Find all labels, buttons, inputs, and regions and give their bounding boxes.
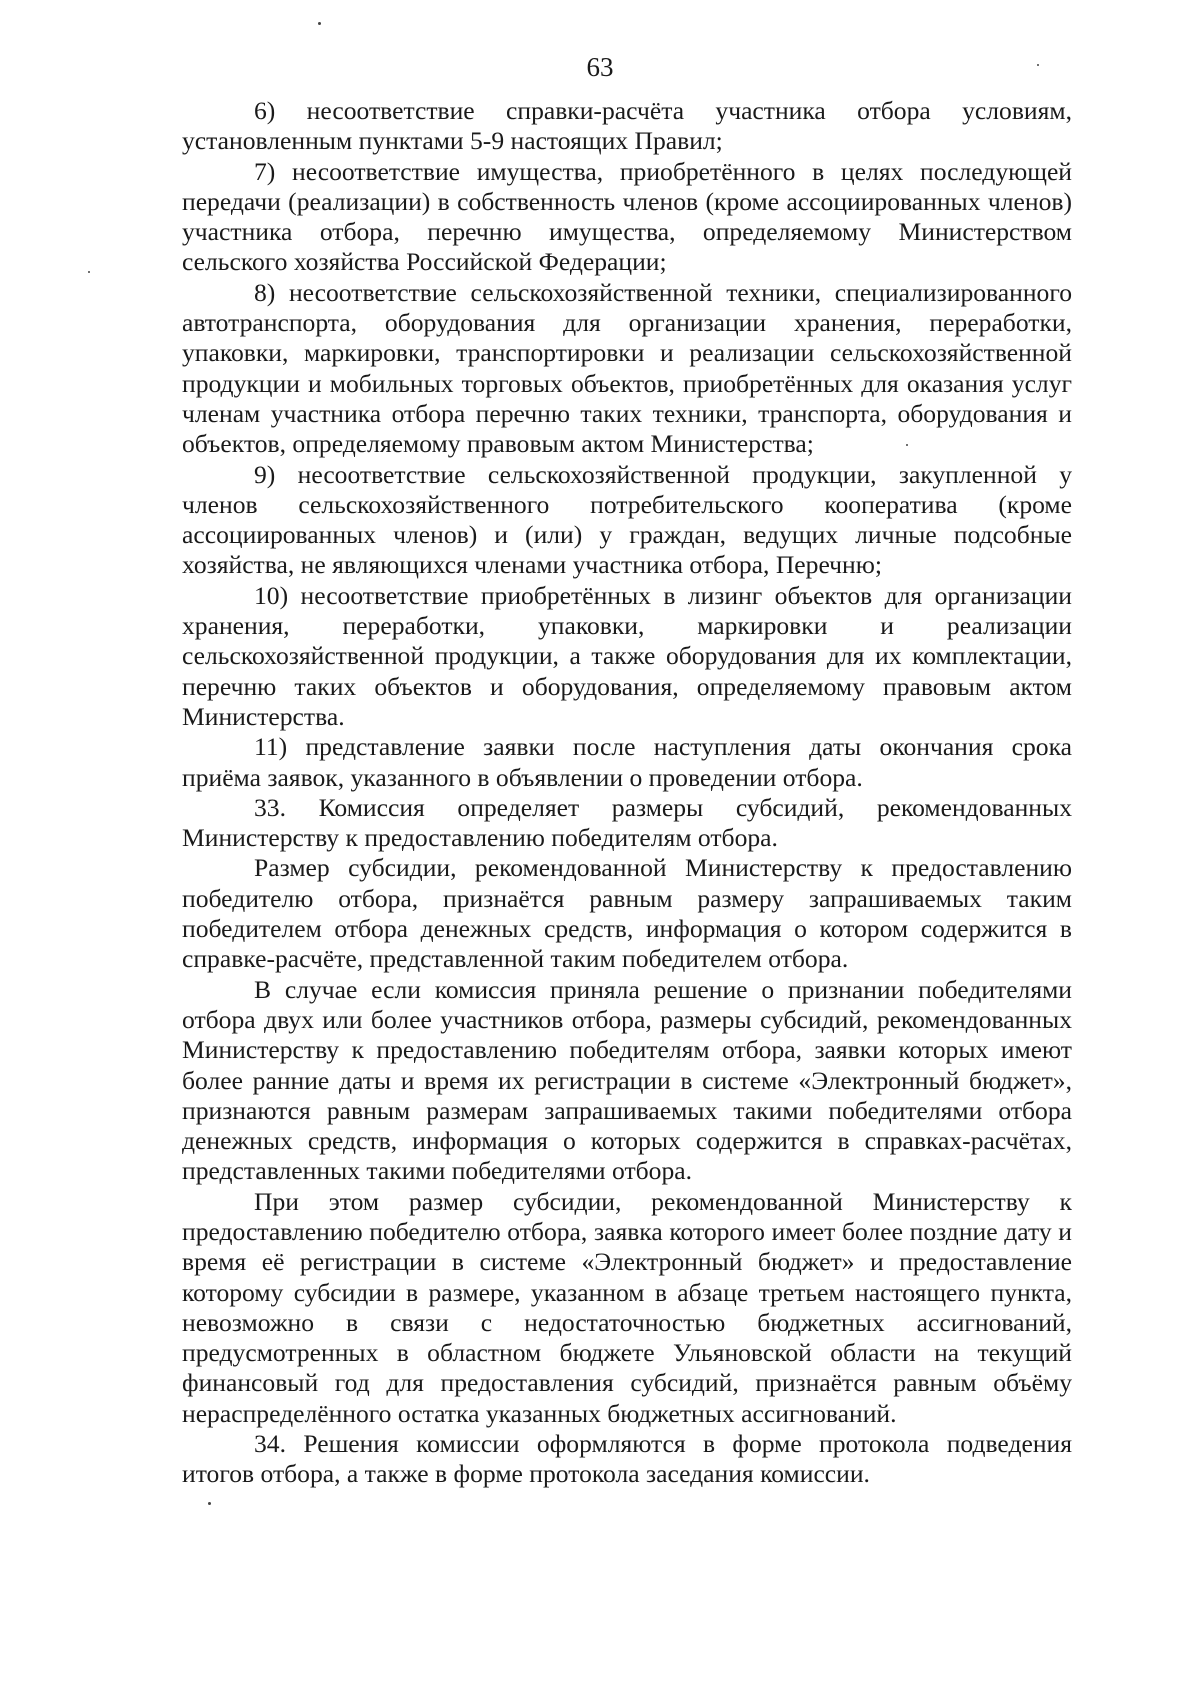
- paragraph-item-6: 6) несоответствие справки-расчёта участника отбора условиям, установленным пунктами 5-9 настоящих Правил;: [182, 96, 1072, 156]
- paragraph-item-7: 7) несоответствие имущества, приобретённого в целях последующей передачи (реализации) в собственность членов (кроме ассоциированных членов) участника отбора, перечню имущества, определяемому Министерством сельского хозяйства Российской Федерации;: [182, 156, 1072, 277]
- scan-speck: [88, 271, 90, 273]
- page-number: 63: [586, 52, 614, 82]
- document-body: [182, 96, 1072, 1490]
- paragraph-remaining-allocation: При этом размер субсидии, рекомендованной Министерству к предоставлению победителю отбора, заявка которого имеет более поздние дату и время её регистрации в системе «Электронный бюджет» и предоставление которому субсидии в размере, указанном в абзаце третьем настоящего пункта, невозможно в связи с недостаточностью бюджетных ассигнований, предусмотренных в областном бюджете Ульяновской области на текущий финансовый год для предоставления субсидий, признаётся равным объёму нераспределённого остатка указанных бюджетных ассигнований.: [182, 1186, 1072, 1428]
- paragraph-item-11: 11) представление заявки после наступления даты окончания срока приёма заявок, указанного в объявлении о проведении отбора.: [182, 732, 1072, 792]
- scan-speck: [318, 22, 321, 25]
- paragraph-clause-33: 33. Комиссия определяет размеры субсидий, рекомендованных Министерству к предоставлению победителям отбора.: [182, 792, 1072, 853]
- paragraph-item-9: 9) несоответствие сельскохозяйственной продукции, закупленной у членов сельскохозяйственного потребительского кооператива (кроме ассоциированных членов) и (или) у граждан, ведущих личные подсобные хозяйства, не являющихся членами участника отбора, Перечню;: [182, 459, 1072, 580]
- paragraph-subsidy-size: Размер субсидии, рекомендованной Министерству к предоставлению победителю отбора, признаётся равным размеру запрашиваемых таким победителем отбора денежных средств, информация о котором содержится в справке-расчёте, представленной таким победителем отбора.: [182, 853, 1072, 974]
- scan-speck: [208, 1502, 211, 1505]
- paragraph-multiple-winners: В случае если комиссия приняла решение о признании победителями отбора двух или более участников отбора, размеры субсидий, рекомендованных Министерству к предоставлению победителям отбора, заявки которых имеют более ранние даты и время их регистрации в системе «Электронный бюджет», признаются равным размерам запрашиваемых такими победителями отбора денежных средств, информация о которых содержится в справках-расчётах, представленных такими победителями отбора.: [182, 974, 1072, 1186]
- scan-speck: [1037, 64, 1039, 66]
- paragraph-clause-34: 34. Решения комиссии оформляются в форме протокола подведения итогов отбора, а также в форме протокола заседания комиссии.: [182, 1429, 1072, 1489]
- paragraph-item-10: 10) несоответствие приобретённых в лизинг объектов для организации хранения, переработки, упаковки, маркировки и реализации сельскохозяйственной продукции, а также оборудования для их комплектации, перечню таких объектов и оборудования, определяемому правовым актом Министерства.: [182, 580, 1072, 731]
- paragraph-item-8: 8) несоответствие сельскохозяйственной техники, специализированного автотранспорта, оборудования для организации хранения, переработки, упаковки, маркировки, транспортировки и реализации сельскохозяйственной продукции и мобильных торговых объектов, приобретённых для оказания услуг членам участника отбора перечню таких техники, транспорта, оборудования и объектов, определяемому правовым актом Министерства;: [182, 277, 1072, 459]
- scan-speck: [906, 444, 908, 446]
